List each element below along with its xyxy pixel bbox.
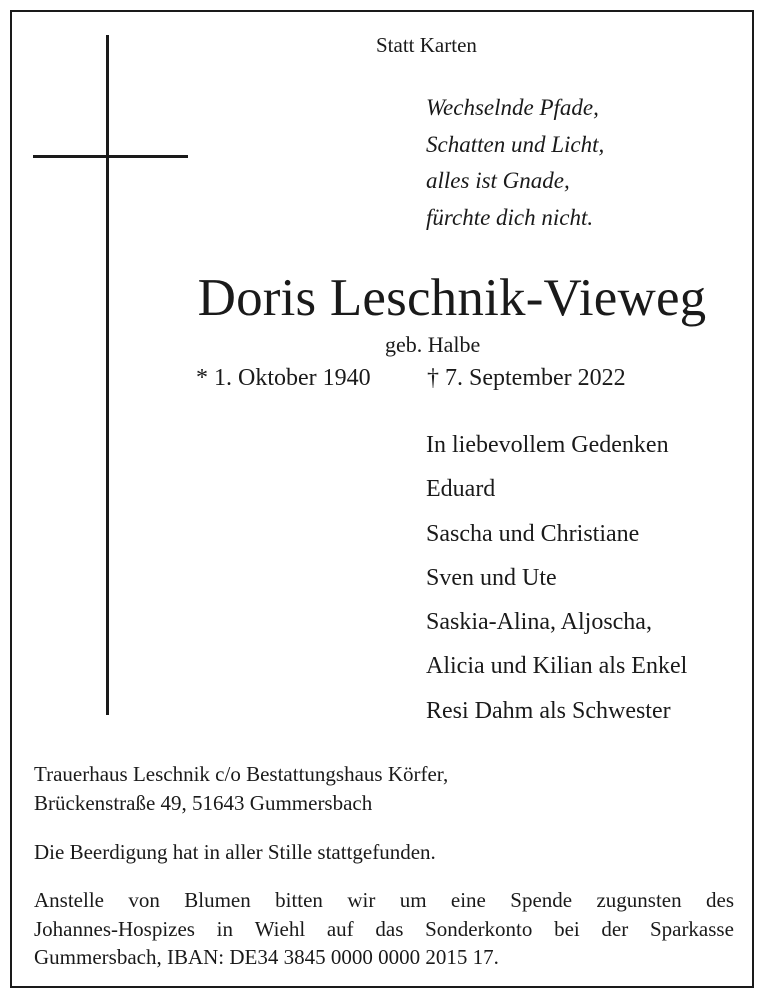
donation-word: Blumen xyxy=(184,888,251,912)
donation-word: Johannes-Hospizes xyxy=(34,916,195,941)
verse-line: fürchte dich nicht. xyxy=(426,204,594,230)
birth-date: * 1. Oktober 1940 xyxy=(196,365,371,391)
mourning-house-address xyxy=(34,760,448,818)
address-line: Brückenstraße 49, 51643 Gummersbach xyxy=(34,791,373,815)
donation-note xyxy=(34,886,734,972)
verse-line: Wechselnde Pfade, xyxy=(426,95,599,120)
donation-word: Sparkasse xyxy=(649,916,734,941)
donation-line: Gummersbach, IBAN: DE34 3845 0000 0000 2015 17. xyxy=(34,945,499,969)
donation-word: bei xyxy=(554,916,580,941)
donation-word: in xyxy=(216,916,233,941)
verse xyxy=(426,90,604,236)
cross-icon-vertical xyxy=(106,35,109,715)
mourner-line: Sascha und Christiane xyxy=(426,520,640,547)
donation-word: von xyxy=(128,888,160,912)
donation-word: zugunsten xyxy=(596,888,682,912)
mourner-line: Alicia und Kilian als Enkel xyxy=(426,653,688,680)
donation-word: Anstelle xyxy=(34,888,104,912)
donation-word: Wiehl xyxy=(254,916,306,941)
donation-word: des xyxy=(706,888,734,912)
donation-word: bitten xyxy=(275,888,323,912)
mourners-list xyxy=(426,423,687,733)
donation-word: auf xyxy=(326,916,354,941)
donation-line xyxy=(34,886,734,915)
death-date: † 7. September 2022 xyxy=(427,365,626,391)
burial-note: Die Beerdigung hat in aller Stille stattgefunden. xyxy=(34,840,436,864)
verse-line: Schatten und Licht, xyxy=(426,131,605,157)
statt-karten-label: Statt Karten xyxy=(376,33,477,57)
donation-word: Sonderkonto xyxy=(425,916,533,941)
donation-word: um xyxy=(399,888,427,912)
address-line: Trauerhaus Leschnik c/o Bestattungshaus Körfer, xyxy=(34,762,449,786)
mourner-line: Sven und Ute xyxy=(426,564,557,591)
donation-word: der xyxy=(601,916,629,941)
mourner-line: Resi Dahm als Schwester xyxy=(426,697,671,724)
mourner-line: Eduard xyxy=(426,476,496,503)
maiden-name: geb. Halbe xyxy=(385,332,481,357)
donation-word: das xyxy=(375,916,404,941)
deceased-name: Doris Leschnik-Vieweg xyxy=(197,269,707,327)
mourner-line: In liebevollem Gedenken xyxy=(426,432,669,458)
donation-word: eine xyxy=(450,888,486,912)
mourner-line: Saskia-Alina, Aljoscha, xyxy=(426,609,652,636)
cross-icon-horizontal xyxy=(33,155,188,158)
verse-line: alles ist Gnade, xyxy=(426,168,570,193)
donation-word: Spende xyxy=(510,888,573,912)
donation-line xyxy=(34,915,734,944)
donation-word: wir xyxy=(347,888,376,912)
